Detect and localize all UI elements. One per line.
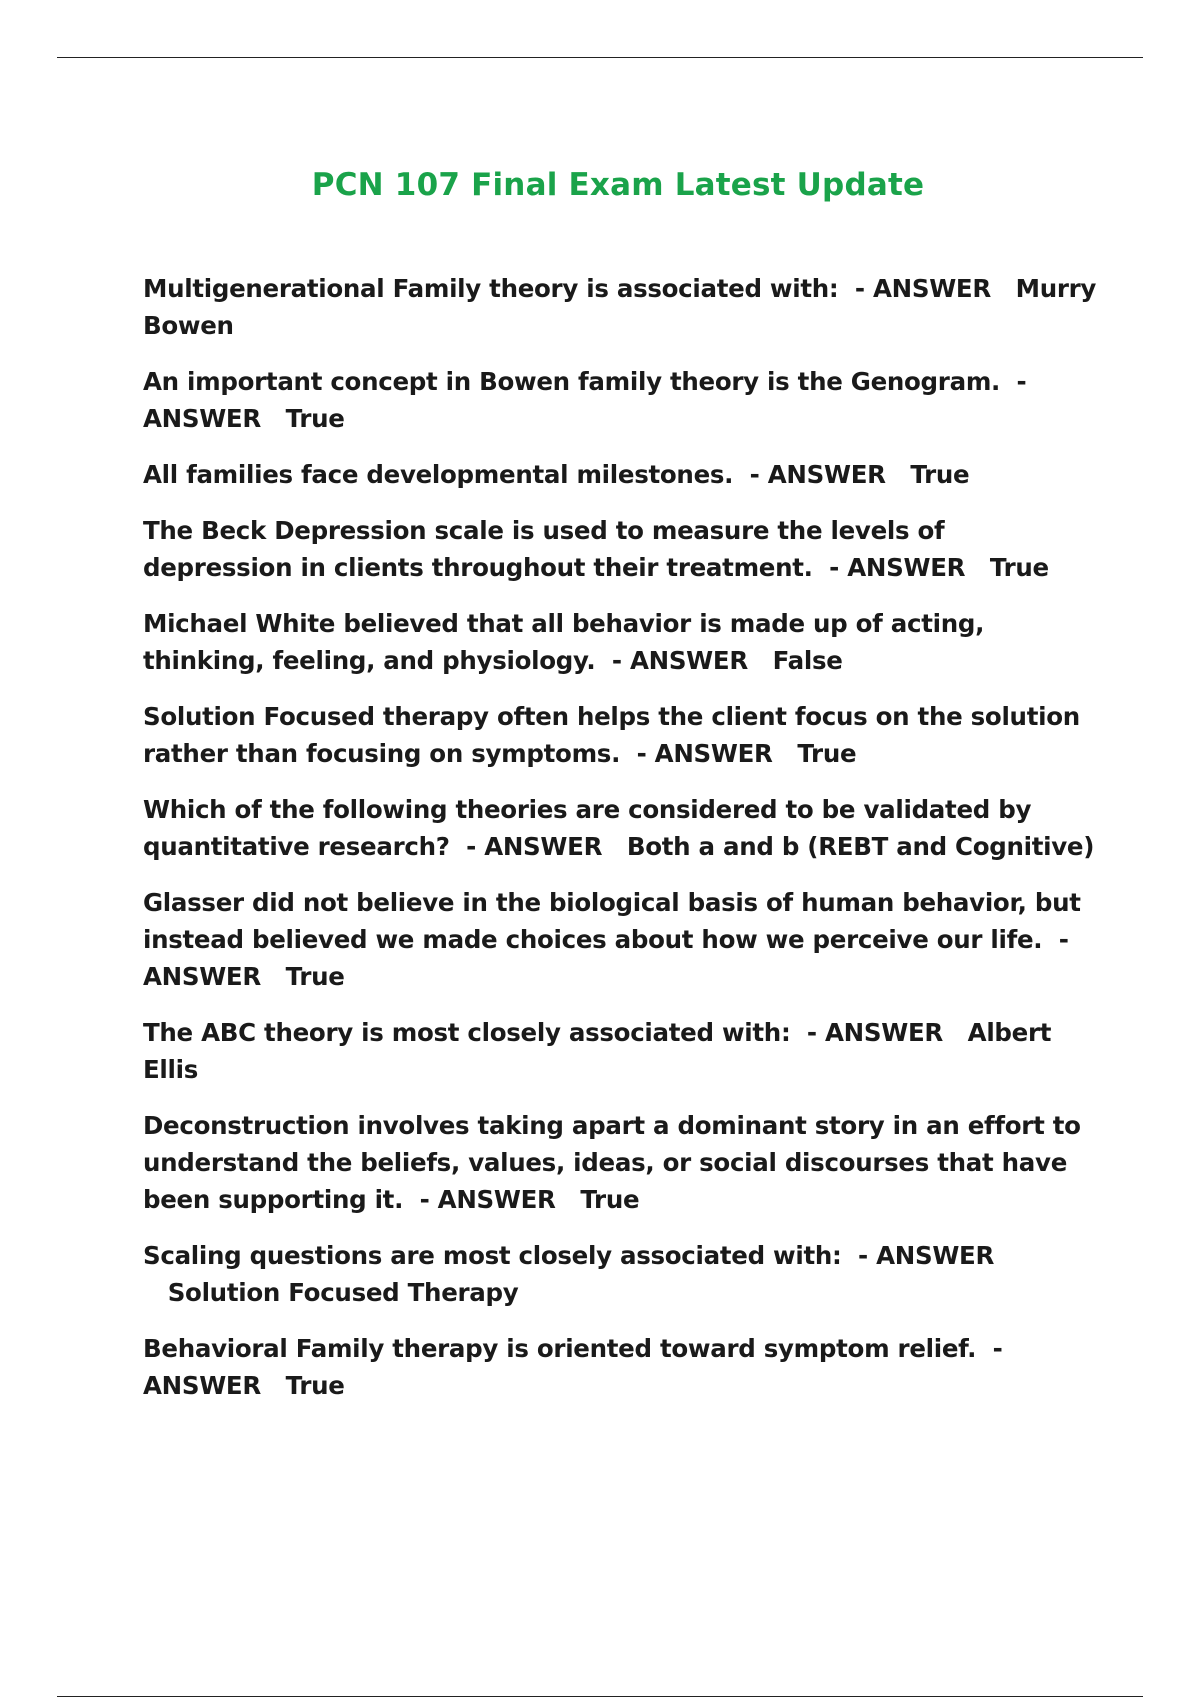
top-rule <box>57 57 1143 58</box>
question-text: All families face developmental milestones. <box>143 460 734 489</box>
question-text: Deconstruction involves taking apart a dominant story in an effort to understand the beliefs, values, ideas, or social discourses that have been supporting it. <box>143 1111 1081 1214</box>
answer-text: Albert Ellis <box>143 1018 1052 1084</box>
qa-item <box>143 884 1098 995</box>
answer-marker: - ANSWER <box>466 832 603 861</box>
page-title: PCN 107 Final Exam Latest Update <box>311 166 925 203</box>
answer-text: Both a and b (REBT and Cognitive) <box>626 832 1095 861</box>
question-text: Solution Focused therapy often helps the client focus on the solution rather than focusing on symptoms. <box>143 702 1080 768</box>
answer-marker: - ANSWER <box>143 925 1069 991</box>
qa-item <box>143 270 1098 344</box>
question-text: Behavioral Family therapy is oriented toward symptom relief. <box>143 1334 977 1363</box>
answer-text: False <box>772 646 843 675</box>
answer-marker: - ANSWER <box>636 739 773 768</box>
answer-marker: - ANSWER <box>829 553 966 582</box>
answer-text: True <box>285 404 345 433</box>
answer-marker: - ANSWER <box>419 1185 556 1214</box>
answer-marker: - ANSWER <box>854 274 991 303</box>
question-text: Michael White believed that all behavior is made up of acting, thinking, feeling, and physiology. <box>143 609 985 675</box>
qa-item <box>143 1107 1098 1218</box>
qa-item <box>143 512 1098 586</box>
question-text: The Beck Depression scale is used to measure the levels of depression in clients throughout their treatment. <box>143 516 945 582</box>
qa-list <box>143 270 1098 1423</box>
answer-marker: - ANSWER <box>611 646 748 675</box>
answer-text: True <box>797 739 857 768</box>
qa-item <box>143 605 1098 679</box>
answer-marker: - ANSWER <box>143 1334 1003 1400</box>
qa-item <box>143 698 1098 772</box>
qa-item <box>143 1237 1098 1311</box>
question-text: An important concept in Bowen family theory is the Genogram. <box>143 367 1001 396</box>
question-text: The ABC theory is most closely associated with: <box>143 1018 791 1047</box>
answer-text: True <box>285 1371 345 1400</box>
qa-item <box>143 456 1098 493</box>
answer-text: True <box>580 1185 640 1214</box>
answer-marker: - ANSWER <box>806 1018 943 1047</box>
answer-marker: - ANSWER <box>858 1241 995 1270</box>
question-text: Multigenerational Family theory is associated with: <box>143 274 839 303</box>
qa-item <box>143 791 1098 865</box>
answer-text: True <box>989 553 1049 582</box>
question-text: Glasser did not believe in the biological basis of human behavior, but instead believed we made choices about how we perceive our life. <box>143 888 1081 954</box>
answer-marker: - ANSWER <box>749 460 886 489</box>
answer-text: Murry Bowen <box>143 274 1097 340</box>
qa-item <box>143 1014 1098 1088</box>
answer-text: True <box>285 962 345 991</box>
answer-text: True <box>910 460 970 489</box>
question-text: Which of the following theories are considered to be validated by quantitative research? <box>143 795 1032 861</box>
answer-text: Solution Focused Therapy <box>167 1278 519 1307</box>
qa-item <box>143 363 1098 437</box>
qa-item <box>143 1330 1098 1404</box>
bottom-rule <box>57 1696 1143 1697</box>
answer-marker: - ANSWER <box>143 367 1027 433</box>
question-text: Scaling questions are most closely associated with: <box>143 1241 842 1270</box>
